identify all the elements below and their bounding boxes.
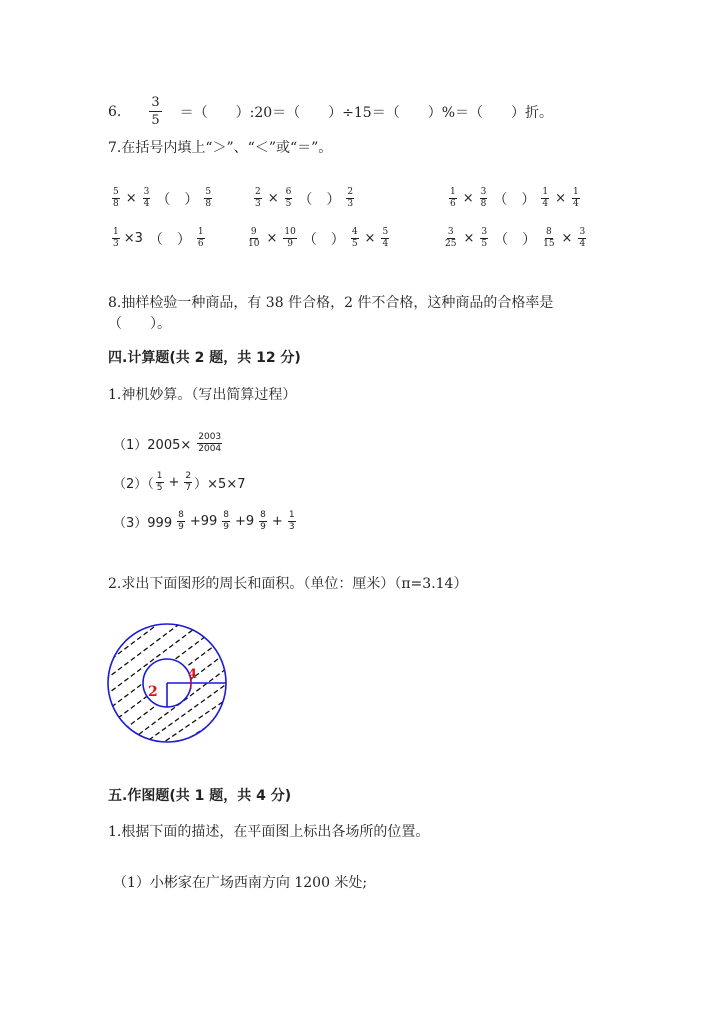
numerator: 2 [185, 471, 192, 481]
operator: × [364, 231, 376, 246]
numerator: 5 [382, 227, 389, 237]
denominator: 4 [579, 239, 586, 249]
expression-3: （3）999 $\frac{8}{9}$ +99 $\frac{8}{9}$ +9 $\frac{8}{9}$ + $\frac{1}{3}$ [113, 510, 295, 532]
operator: × [125, 191, 137, 206]
fraction [288, 511, 296, 532]
section-4-question-2: 2.求出下面图形的周长和面积。（单位：厘米）（π=3.14） [108, 576, 468, 592]
fraction [197, 228, 205, 249]
section-5-title: 五.作图题(共 1 题，共 4 分) [108, 788, 292, 804]
denominator: 3 [113, 239, 119, 249]
fraction [572, 188, 580, 209]
denominator: 9 [287, 239, 293, 249]
numerator: 3 [447, 227, 454, 237]
fraction [184, 472, 192, 493]
section-4-title: 四.计算题(共 2 题，共 12 分) [108, 350, 301, 366]
compare-item [442, 228, 588, 249]
fraction [177, 511, 185, 532]
expression-1: （1）2005× $\frac{2003}{2004}$ [113, 432, 222, 454]
denominator: 4 [143, 199, 150, 209]
question-7-title: 7.在括号内填上“＞”、“＜”或“＝”。 [108, 140, 333, 156]
numerator: 8 [178, 510, 184, 520]
numerator: 1 [113, 227, 119, 237]
fraction [542, 228, 555, 249]
fraction [578, 228, 586, 249]
fraction [449, 188, 457, 209]
denominator: 6 [450, 199, 456, 209]
denominator: 5 [481, 239, 488, 249]
operator: ×3 [123, 231, 143, 246]
fraction [541, 188, 549, 209]
compare-item [245, 228, 391, 249]
section-4-question-1: 1.神机妙算。（写出简算过程） [108, 387, 297, 403]
denominator: 9 [178, 522, 184, 532]
denominator: 9 [223, 522, 229, 532]
denominator: 3 [288, 522, 295, 532]
numerator: 1 [288, 510, 295, 520]
question-number: 6. [108, 103, 122, 120]
denominator: 3 [347, 199, 354, 209]
compare-item [110, 228, 207, 249]
numerator: 3 [480, 187, 487, 197]
denominator: 5 [351, 239, 358, 249]
section-5-question-1: 1.根据下面的描述，在平面图上标出各场所的位置。 [108, 824, 430, 840]
answer-blank[interactable]: （ ） [494, 231, 537, 248]
question-6 [108, 96, 553, 127]
compare-item [252, 188, 356, 209]
numerator: 2 [347, 187, 354, 197]
denominator: 4 [573, 199, 579, 209]
denominator: 4 [382, 239, 389, 249]
compare-item [110, 188, 214, 209]
fraction [204, 188, 212, 209]
denominator: 5 [156, 483, 163, 493]
answer-blank[interactable]: （ ） [493, 191, 536, 208]
expression-2: （2）（ $\frac{1}{5}$ + $\frac{2}{7}$ ）×5×7 [113, 471, 246, 493]
fraction [112, 188, 120, 209]
label-2: 2 [148, 684, 158, 700]
numerator: 3 [143, 187, 150, 197]
operator: × [561, 231, 573, 246]
fraction [351, 228, 359, 249]
numerator: 1 [573, 187, 579, 197]
fraction [197, 433, 222, 454]
denominator: 4 [542, 199, 549, 209]
fraction [283, 228, 296, 249]
denominator: 7 [185, 483, 192, 493]
numerator: 3 [151, 95, 160, 110]
fraction [285, 188, 293, 209]
numerator: 4 [351, 227, 358, 237]
numerator: 1 [542, 187, 549, 197]
fraction [247, 228, 260, 249]
numerator: 8 [260, 510, 266, 520]
operator: × [462, 191, 474, 206]
denominator: 9 [260, 522, 266, 532]
numerator: 3 [579, 227, 586, 237]
numerator: 2003 [198, 432, 222, 442]
question-text: ＝（ ）:20＝（ ）÷15＝（ ）%＝（ ）折。 [179, 104, 554, 121]
annulus-figure [106, 622, 228, 744]
answer-blank[interactable]: （ ） [302, 231, 345, 248]
denominator: 15 [543, 239, 555, 249]
numerator: 1 [156, 471, 163, 481]
numerator: 2 [255, 187, 261, 197]
fraction [222, 511, 230, 532]
operator: × [463, 231, 475, 246]
numerator: 5 [205, 187, 212, 197]
answer-blank[interactable]: （ ） [156, 191, 199, 208]
numerator: 9 [250, 227, 257, 237]
denominator: 25 [445, 239, 457, 249]
question-8-line1: 8.抽样检验一种商品，有 38 件合格，2 件不合格，这种商品的合格率是 [108, 295, 554, 311]
denominator: 8 [480, 199, 487, 209]
label-4: 4 [188, 667, 198, 682]
numerator: 10 [284, 227, 296, 237]
fraction [346, 188, 354, 209]
question-8-line2: （ ）。 [108, 316, 171, 332]
fraction [444, 228, 457, 249]
denominator: 10 [248, 239, 260, 249]
numerator: 8 [545, 227, 552, 237]
numerator: 8 [223, 510, 229, 520]
answer-blank[interactable]: （ ） [298, 191, 341, 208]
numerator: 1 [197, 227, 204, 237]
denominator: 5 [151, 113, 160, 128]
numerator: 6 [285, 187, 292, 197]
fraction [381, 228, 389, 249]
operator: × [267, 191, 279, 206]
denominator: 6 [197, 239, 204, 249]
numerator: 3 [481, 227, 488, 237]
fraction [112, 228, 120, 249]
fraction [143, 188, 151, 209]
numerator: 1 [450, 187, 456, 197]
fraction [259, 511, 267, 532]
section-5-item-1: （1）小彬家在广场西南方向 1200 米处; [113, 875, 368, 891]
fraction [254, 188, 262, 209]
compare-item [447, 188, 582, 209]
operator: × [555, 191, 567, 206]
denominator: 2004 [198, 444, 222, 454]
operator: × [266, 231, 278, 246]
denominator: 3 [255, 199, 261, 209]
denominator: 8 [205, 199, 212, 209]
fraction [480, 188, 488, 209]
answer-blank[interactable]: （ ） [148, 231, 191, 248]
denominator: 8 [113, 199, 119, 209]
fraction [156, 472, 164, 493]
fraction [149, 96, 161, 127]
numerator: 5 [113, 187, 119, 197]
denominator: 5 [285, 199, 292, 209]
fraction [480, 228, 488, 249]
